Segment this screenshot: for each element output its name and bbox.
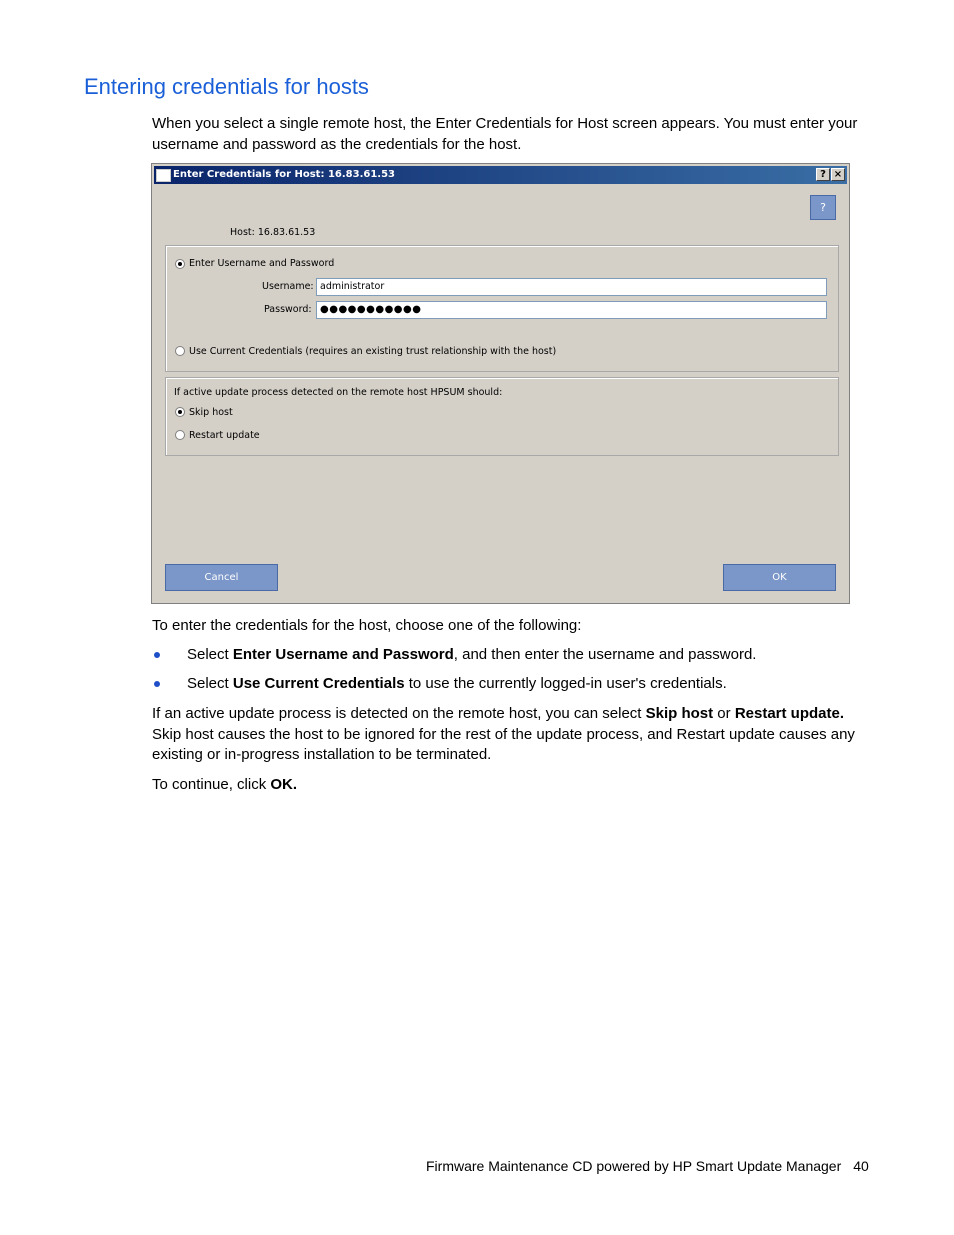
- radio-enter-credentials[interactable]: [175, 259, 185, 269]
- page-number: 40: [853, 1158, 869, 1174]
- cancel-button[interactable]: Cancel: [165, 564, 278, 591]
- footer-text: Firmware Maintenance CD powered by HP Smart Update Manager: [426, 1158, 842, 1174]
- radio-skip-host-label[interactable]: Skip host: [189, 407, 233, 418]
- title-help-button[interactable]: ?: [816, 168, 830, 181]
- window-icon: [156, 169, 171, 182]
- password-input[interactable]: ●●●●●●●●●●●: [316, 301, 827, 319]
- intro-paragraph: When you select a single remote host, the Enter Credentials for Host screen appears. You must enter your username and password as the credentials for the host.: [152, 115, 858, 153]
- choose-paragraph: To enter the credentials for the host, choose one of the following:: [152, 617, 582, 634]
- radio-enter-credentials-label[interactable]: Enter Username and Password: [189, 258, 335, 269]
- update-prompt: If active update process detected on the remote host HPSUM should:: [174, 387, 503, 398]
- ok-button[interactable]: OK: [723, 564, 836, 591]
- close-icon[interactable]: ×: [831, 168, 845, 181]
- username-label: Username:: [262, 281, 314, 292]
- list-item: Select Use Current Credentials to use the currently logged-in user's credentials.: [152, 674, 868, 703]
- bullet-icon: [154, 681, 160, 687]
- host-label: Host: 16.83.61.53: [230, 227, 316, 238]
- radio-restart-update[interactable]: [175, 430, 185, 440]
- radio-current-credentials[interactable]: [175, 346, 185, 356]
- options-list: [152, 645, 868, 703]
- dialog-title: Enter Credentials for Host: 16.83.61.53: [173, 169, 396, 180]
- username-input[interactable]: administrator: [316, 278, 827, 296]
- page-footer: [426, 1158, 869, 1174]
- radio-restart-update-label[interactable]: Restart update: [189, 430, 260, 441]
- section-heading: Entering credentials for hosts: [84, 74, 369, 99]
- enter-credentials-dialog: [151, 163, 850, 604]
- update-paragraph: If an active update process is detected on the remote host, you can select Skip host or Restart update. Skip host causes the host to be ignored for the rest of the update process, and Restart update causes any existing or in-progress installation to be terminated.: [152, 705, 855, 763]
- dialog-titlebar: [154, 166, 847, 184]
- list-item: Select Enter Username and Password, and then enter the username and password.: [152, 645, 868, 674]
- bullet-icon: [154, 652, 160, 658]
- radio-skip-host[interactable]: [175, 407, 185, 417]
- continue-paragraph: To continue, click OK.: [152, 776, 298, 793]
- help-button[interactable]: ?: [810, 195, 836, 220]
- radio-current-credentials-label[interactable]: Use Current Credentials (requires an existing trust relationship with the host): [189, 346, 557, 357]
- password-label: Password:: [264, 304, 312, 315]
